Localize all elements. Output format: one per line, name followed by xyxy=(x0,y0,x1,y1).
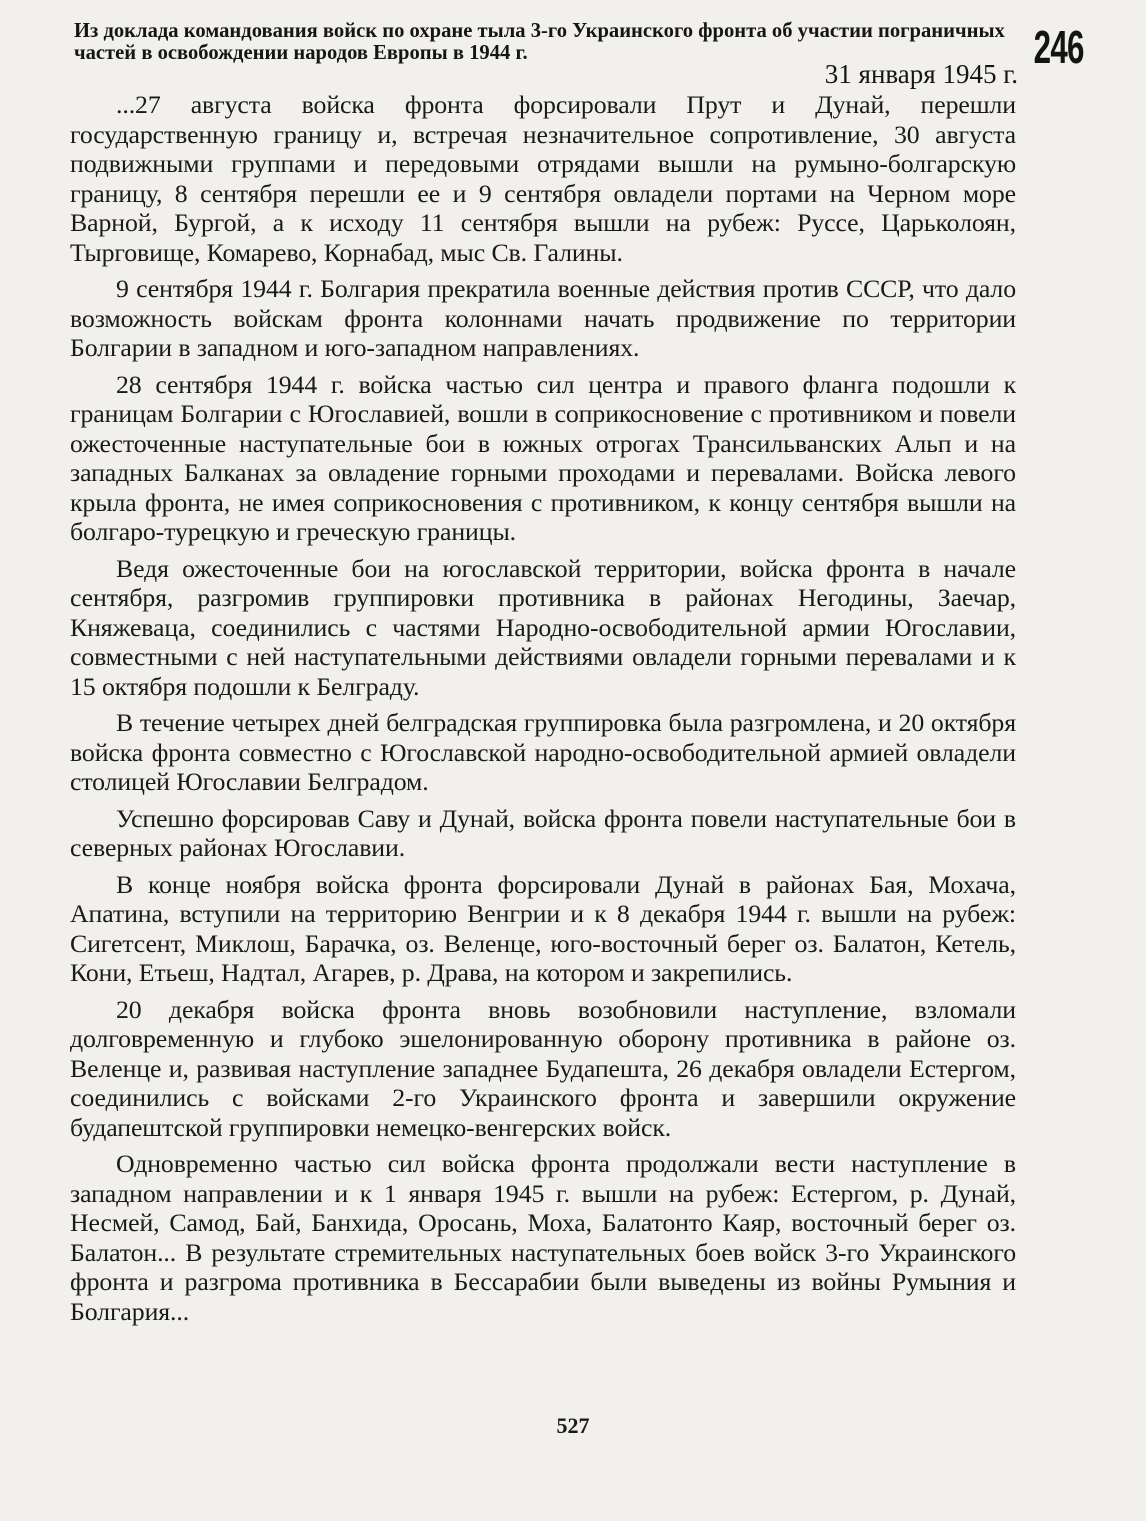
paragraph: Одновременно частью сил войска фронта продолжали вести наступление в западном направлении и к 1 января 1945 г. вышли на рубеж: Естергом, р. Дунай, Несмей, Самод, Бай, Банхида, Оросань, Моха, Балатонто Каяр, восточный берег оз. Балатон... В результате стремительных наступательных боев войск 3-го Украинского фронта и разгрома противника в Бессарабии были выведены из войны Румыния и Болгария... xyxy=(70,1149,1016,1326)
document-number: 246 xyxy=(1033,21,1084,73)
document-date: 31 января 1945 г. xyxy=(824,59,1018,89)
paragraph: В течение четырех дней белградская группировка была разгромлена, и 20 октября войска фронта совместно с Югославской народно-освободительной армией овладели столицей Югославии Белградом. xyxy=(70,708,1016,796)
paragraph: Успешно форсировав Саву и Дунай, войска фронта повели наступательные бои в северных районах Югославии. xyxy=(70,803,1016,862)
document-title: Из доклада командования войск по охране тыла 3-го Украинского фронта об участии пограничных частей в освобождении народов Европы в 1944 г. xyxy=(74,20,1005,64)
paragraph: ...27 августа войска фронта форсировали Прут и Дунай, перешли государственную границу и, встречая незначительное сопротивление, 30 августа подвижными группами и передовыми отрядами вышли на румыно-болгарскую границу, 8 сентября перешли ее и 9 сентября овладели портами на Черном море Варной, Бургой, а к исходу 11 сентября вышли на рубеж: Руссе, Царьколоян, Тырговище, Комарево, Корнабад, мыс Св. Галины. xyxy=(70,90,1016,267)
page-number: 527 xyxy=(556,1413,590,1438)
paragraph: 28 сентября 1944 г. войска частью сил центра и правого фланга подошли к границам Болгарии с Югославией, вошли в соприкосновение с противником и повели ожесточенные наступательные бои в южных отрогах Трансильванских Альп и на западных Балканах за овладение горными проходами и перевалами. Войска левого крыла фронта, не имея соприкосновения с противником, к концу сентября вышли на болгаро-турецкую и греческую границы. xyxy=(70,369,1016,546)
document-body xyxy=(70,90,1016,1333)
paragraph: 20 декабря войска фронта вновь возобновили наступление, взломали долговременную и глубоко эшелонированную оборону противника в районе оз. Веленце и, развивая наступление западнее Будапешта, 26 декабря овладели Естергом, соединились с войсками 2-го Украинского фронта и завершили окружение будапештской группировки немецко-венгерских войск. xyxy=(70,994,1016,1142)
paragraph: В конце ноября войска фронта форсировали Дунай в районах Бая, Мохача, Апатина, вступили на территорию Венгрии и к 8 декабря 1944 г. вышли на рубеж: Сигетсент, Миклош, Барачка, оз. Веленце, юго-восточный берег оз. Балатон, Кетель, Кони, Етьеш, Надтал, Агарев, р. Драва, на котором и закрепились. xyxy=(70,869,1016,987)
paragraph: Ведя ожесточенные бои на югославской территории, войска фронта в начале сентября, разгромив группировки противника в районах Негодины, Заечар, Княжеваца, соединились с частями Народно-освободительной армии Югославии, совместными с ней наступательными действиями овладели горными перевалами и к 15 октября подошли к Белграду. xyxy=(70,553,1016,701)
paragraph: 9 сентября 1944 г. Болгария прекратила военные действия против СССР, что дало возможность войскам фронта колоннами начать продвижение по территории Болгарии в западном и юго-западном направлениях. xyxy=(70,274,1016,362)
